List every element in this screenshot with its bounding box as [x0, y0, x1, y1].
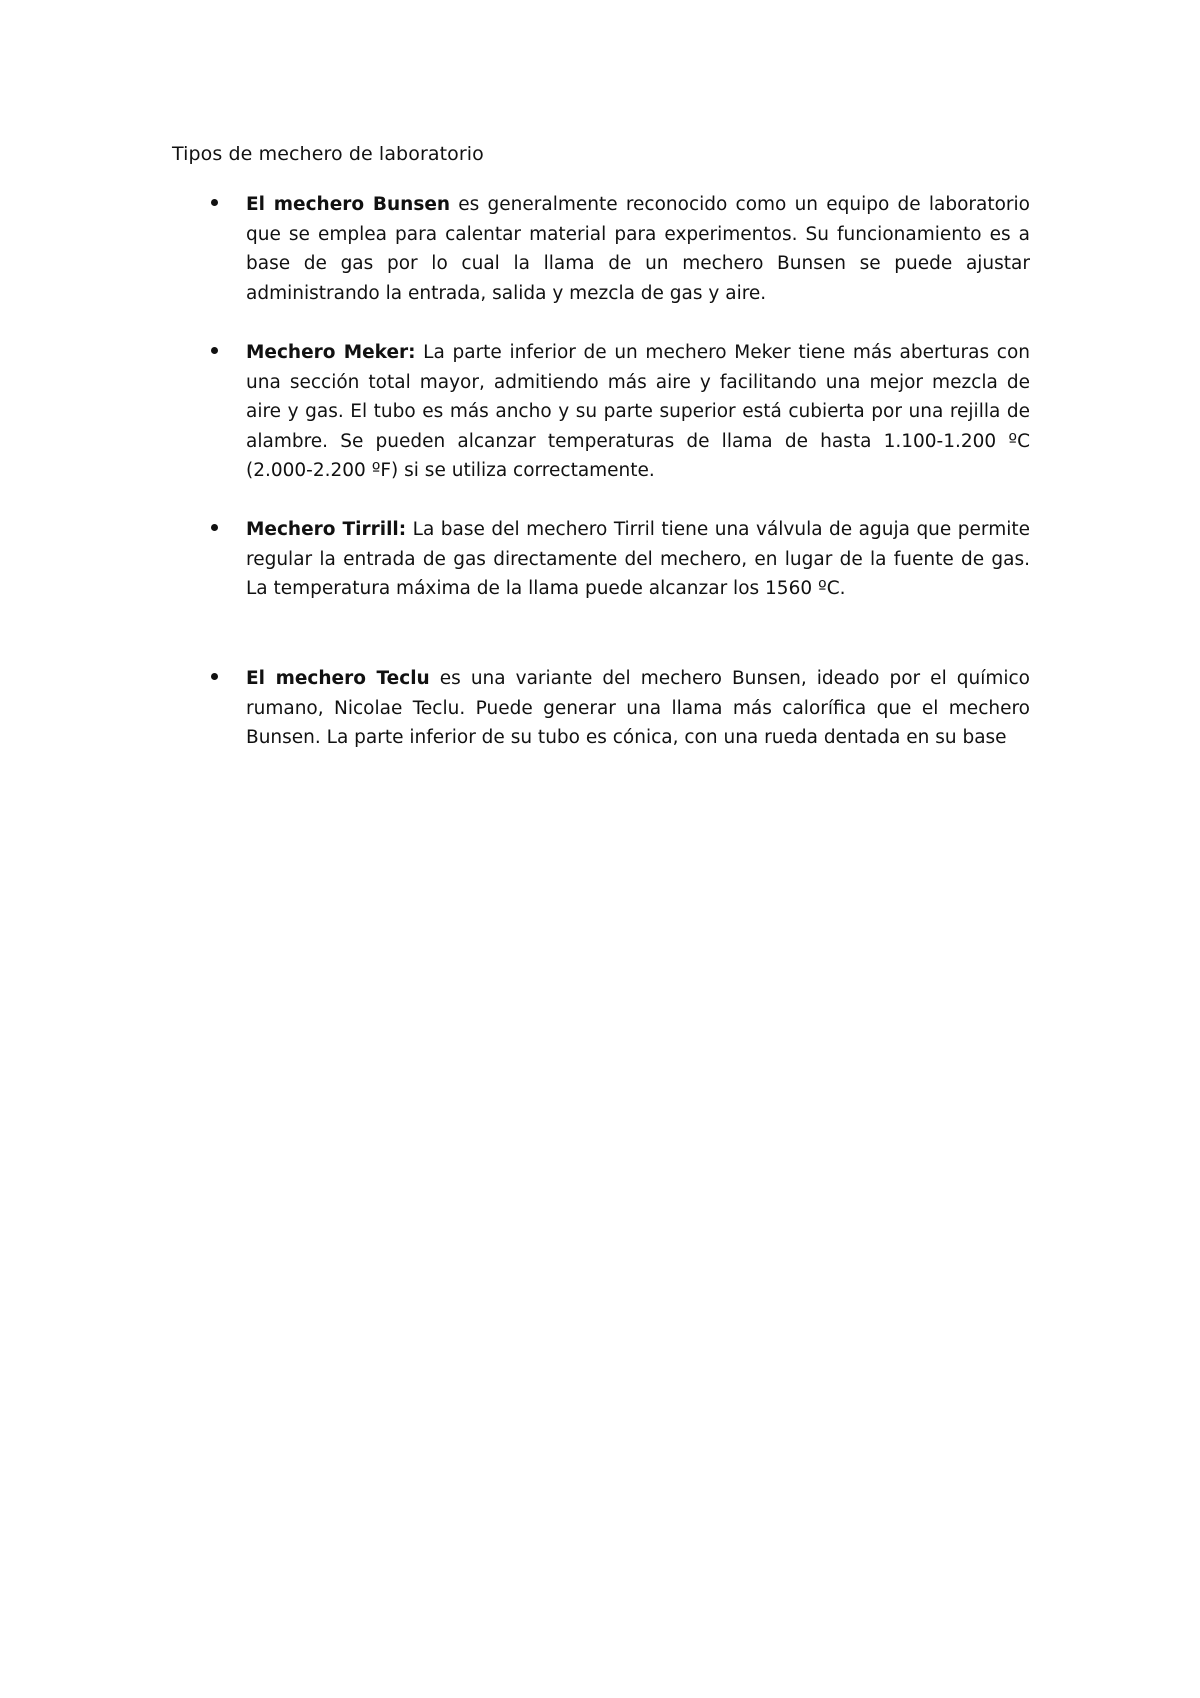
bullet-icon [211, 199, 218, 206]
list-item-text [246, 515, 1030, 604]
bullet-icon [211, 347, 218, 354]
list-item-text [246, 664, 1030, 753]
list-item-description: La parte inferior de un mechero Meker tiene más aberturas con una sección total mayor, admitiendo más aire y facilitando una mejor mezcla de aire y gas. El tubo es más ancho y su parte superior está cubierta por una rejilla de alambre. Se pueden alcanzar temperaturas de llama de hasta 1.100-1.200 ºC (2.000-2.200 ºF) si se utiliza correctamente. [246, 342, 1031, 481]
list-item-description: La base del mechero Tirril tiene una válvula de aguja que permite regular la entrada de gas directamente del mechero, en lugar de la fuente de gas. La temperatura máxima de la llama puede alcanzar los 1560 ºC. [246, 519, 1030, 599]
list-item-text [246, 190, 1030, 308]
list-item-description: es una variante del mechero Bunsen, ideado por el químico rumano, Nicolae Teclu. Puede generar una llama más calorífica que el mechero Bunsen. La parte inferior de su tubo es cónica, con una rueda dentada en su base [246, 668, 1031, 748]
list-item-text [246, 338, 1030, 486]
bullet-icon [211, 673, 218, 680]
list-item-description: es generalmente reconocido como un equipo de laboratorio que se emplea para calentar material para experimentos. Su funcionamiento es a base de gas por lo cual la llama de un mechero Bunsen se puede ajustar administrando la entrada, salida y mezcla de gas y aire. [246, 194, 1030, 304]
list-item-term: Mechero Meker: [246, 342, 416, 363]
document-title: Tipos de mechero de laboratorio [172, 143, 484, 165]
list-item-term: Mechero Tirrill: [246, 519, 407, 540]
list-item-term: El mechero Bunsen [246, 194, 451, 215]
list-item-term: El mechero Teclu [246, 668, 430, 689]
bullet-icon [211, 524, 218, 531]
